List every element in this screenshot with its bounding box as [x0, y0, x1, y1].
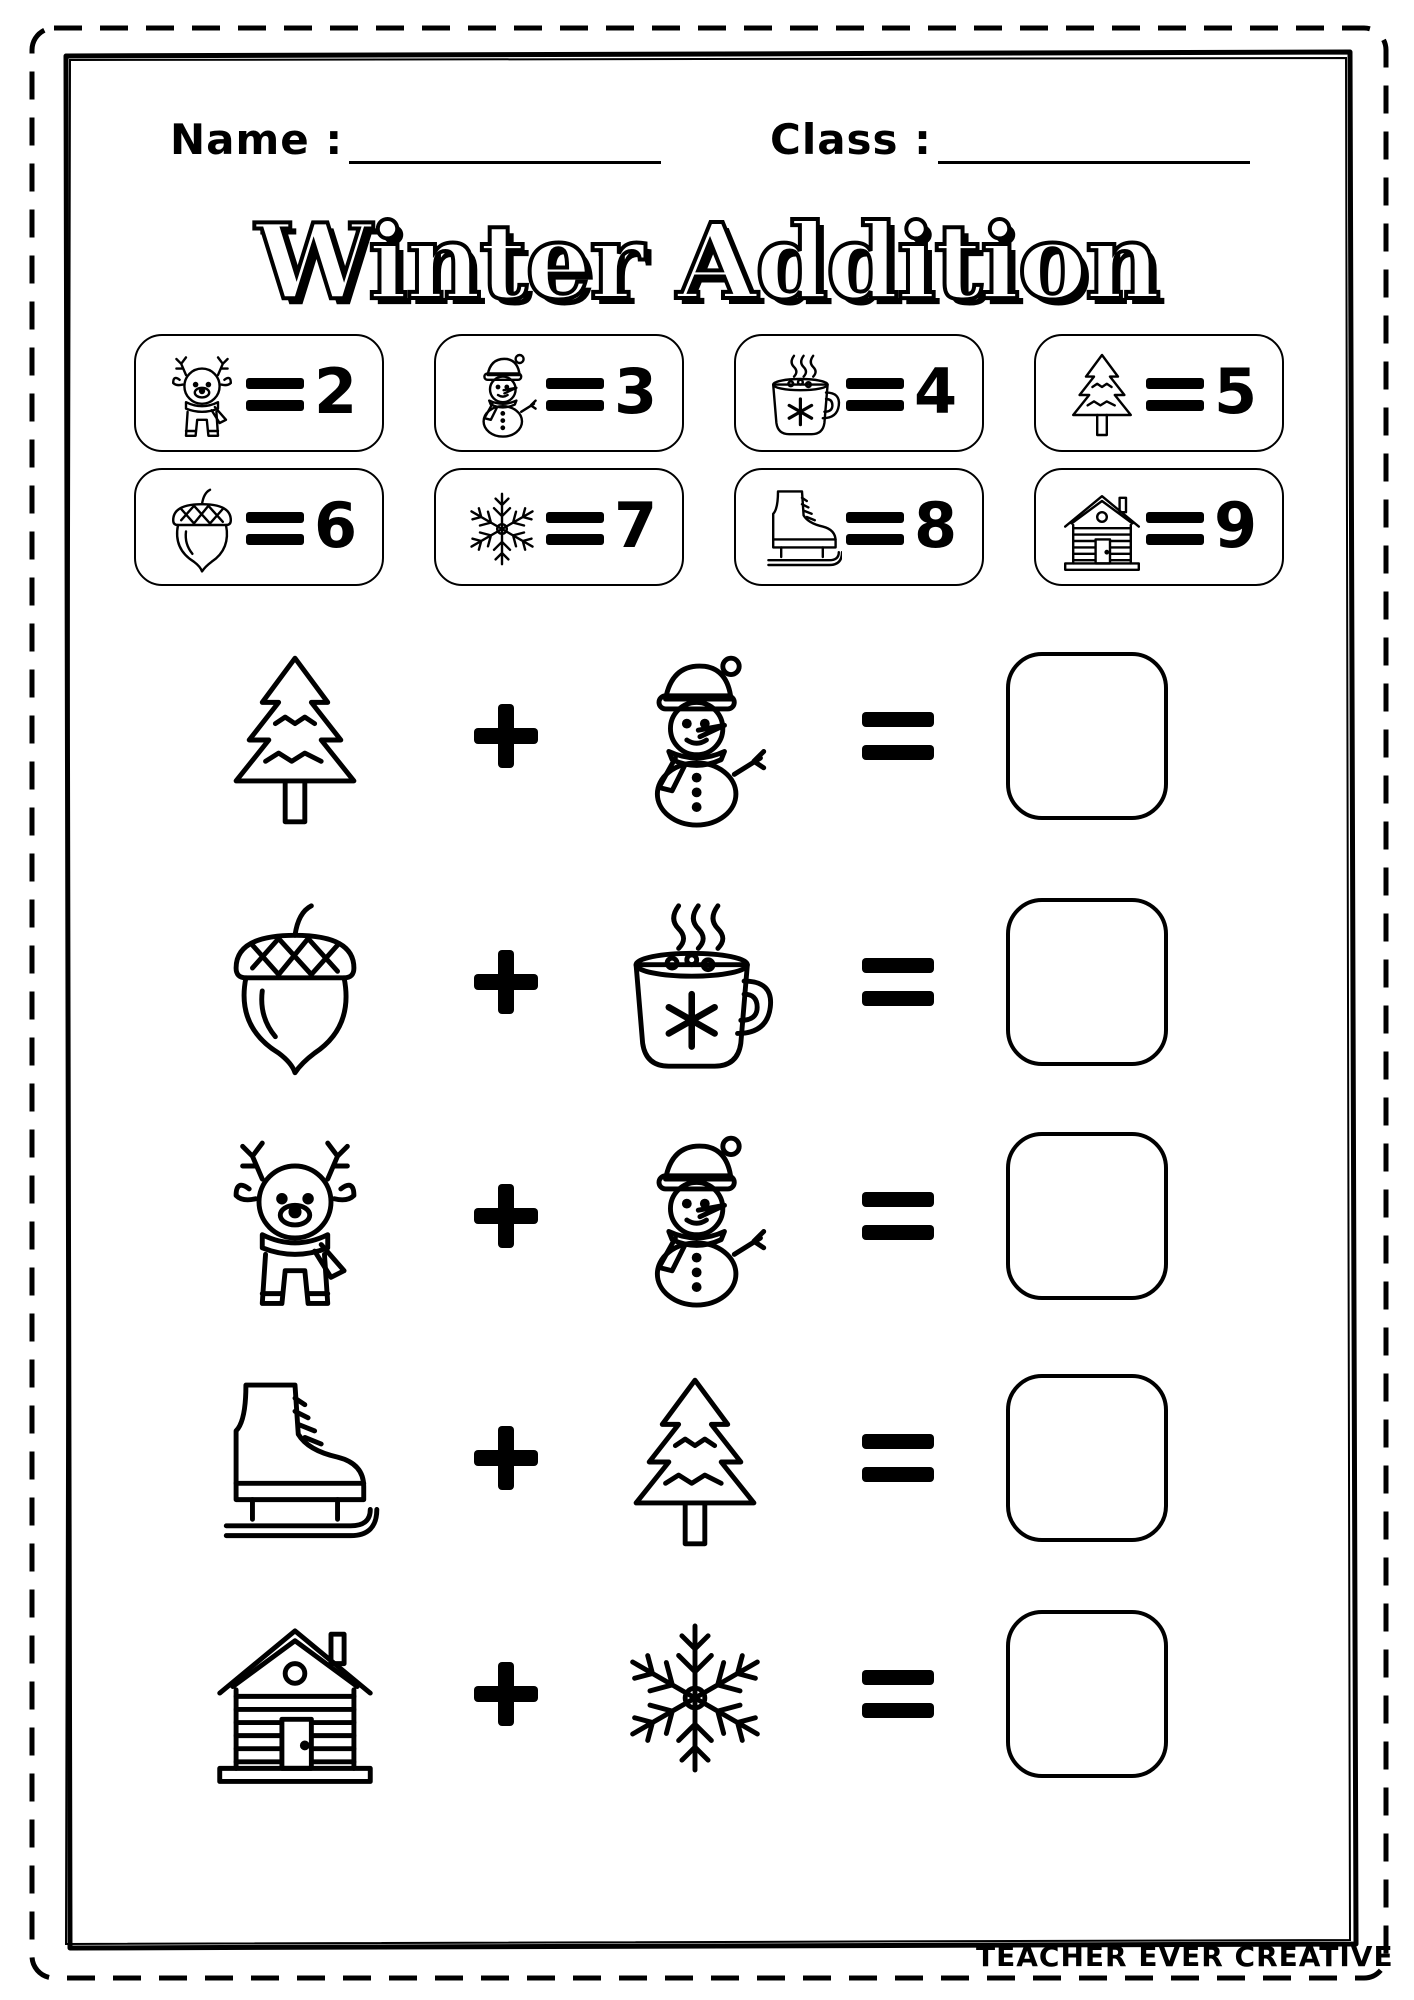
- log-cabin-icon: [210, 1608, 380, 1788]
- name-field[interactable]: [170, 115, 661, 164]
- equals-sign: [846, 510, 906, 548]
- snowflake-icon: [462, 484, 542, 574]
- class-field[interactable]: [770, 115, 1250, 164]
- name-label: Name :: [170, 115, 344, 164]
- reindeer-icon: [162, 350, 242, 440]
- answer-box[interactable]: [1006, 1610, 1168, 1778]
- page-title: Winter Addition: [255, 200, 1159, 323]
- key-box: [1034, 334, 1284, 452]
- equals-sign: [846, 376, 906, 414]
- key-value: 3: [614, 355, 658, 428]
- plus-sign: [474, 1184, 538, 1248]
- plus-sign: [474, 704, 538, 768]
- key-box: [734, 468, 984, 586]
- snowman-icon: [462, 350, 542, 440]
- answer-box[interactable]: [1006, 1374, 1168, 1542]
- hot-cocoa-icon: [610, 896, 780, 1076]
- key-box: [734, 334, 984, 452]
- key-value: 2: [314, 355, 358, 428]
- reindeer-icon: [210, 1130, 380, 1310]
- key-value: 7: [614, 489, 658, 562]
- key-value: 6: [314, 489, 358, 562]
- answer-box[interactable]: [1006, 1132, 1168, 1300]
- key-box: [434, 468, 684, 586]
- equals-sign: [862, 958, 934, 1008]
- equals-sign: [246, 376, 306, 414]
- addition-problem: [0, 1130, 1414, 1310]
- pine-tree-icon: [210, 650, 380, 830]
- footer-credit: TEACHER EVER CREATIVE: [976, 1940, 1394, 1973]
- plus-sign: [474, 1426, 538, 1490]
- snowman-icon: [610, 1130, 780, 1310]
- key-box: [434, 334, 684, 452]
- equals-sign: [546, 510, 606, 548]
- snowflake-icon: [610, 1608, 780, 1788]
- addition-problem: [0, 1372, 1414, 1552]
- log-cabin-icon: [1062, 484, 1142, 574]
- class-label: Class :: [770, 115, 932, 164]
- key-box: [1034, 468, 1284, 586]
- key-value: 4: [914, 355, 958, 428]
- addition-problem: [0, 896, 1414, 1076]
- equals-sign: [546, 376, 606, 414]
- answer-box[interactable]: [1006, 898, 1168, 1066]
- equals-sign: [1146, 376, 1206, 414]
- answer-box[interactable]: [1006, 652, 1168, 820]
- equals-sign: [862, 1434, 934, 1484]
- class-blank[interactable]: [938, 123, 1250, 164]
- equals-sign: [862, 712, 934, 762]
- ice-skate-icon: [762, 484, 842, 574]
- snowman-icon: [610, 650, 780, 830]
- equals-sign: [246, 510, 306, 548]
- ice-skate-icon: [210, 1372, 380, 1552]
- key-box: [134, 468, 384, 586]
- key-value: 9: [1214, 489, 1258, 562]
- addition-problem: [0, 650, 1414, 830]
- plus-sign: [474, 950, 538, 1014]
- key-value: 5: [1214, 355, 1258, 428]
- key-value: 8: [914, 489, 958, 562]
- pine-tree-icon: [1062, 350, 1142, 440]
- pine-tree-icon: [610, 1372, 780, 1552]
- equals-sign: [1146, 510, 1206, 548]
- name-blank[interactable]: [349, 123, 661, 164]
- plus-sign: [474, 1662, 538, 1726]
- key-box: [134, 334, 384, 452]
- acorn-icon: [210, 896, 380, 1076]
- equals-sign: [862, 1192, 934, 1242]
- equals-sign: [862, 1670, 934, 1720]
- addition-problem: [0, 1608, 1414, 1788]
- hot-cocoa-icon: [762, 350, 842, 440]
- acorn-icon: [162, 484, 242, 574]
